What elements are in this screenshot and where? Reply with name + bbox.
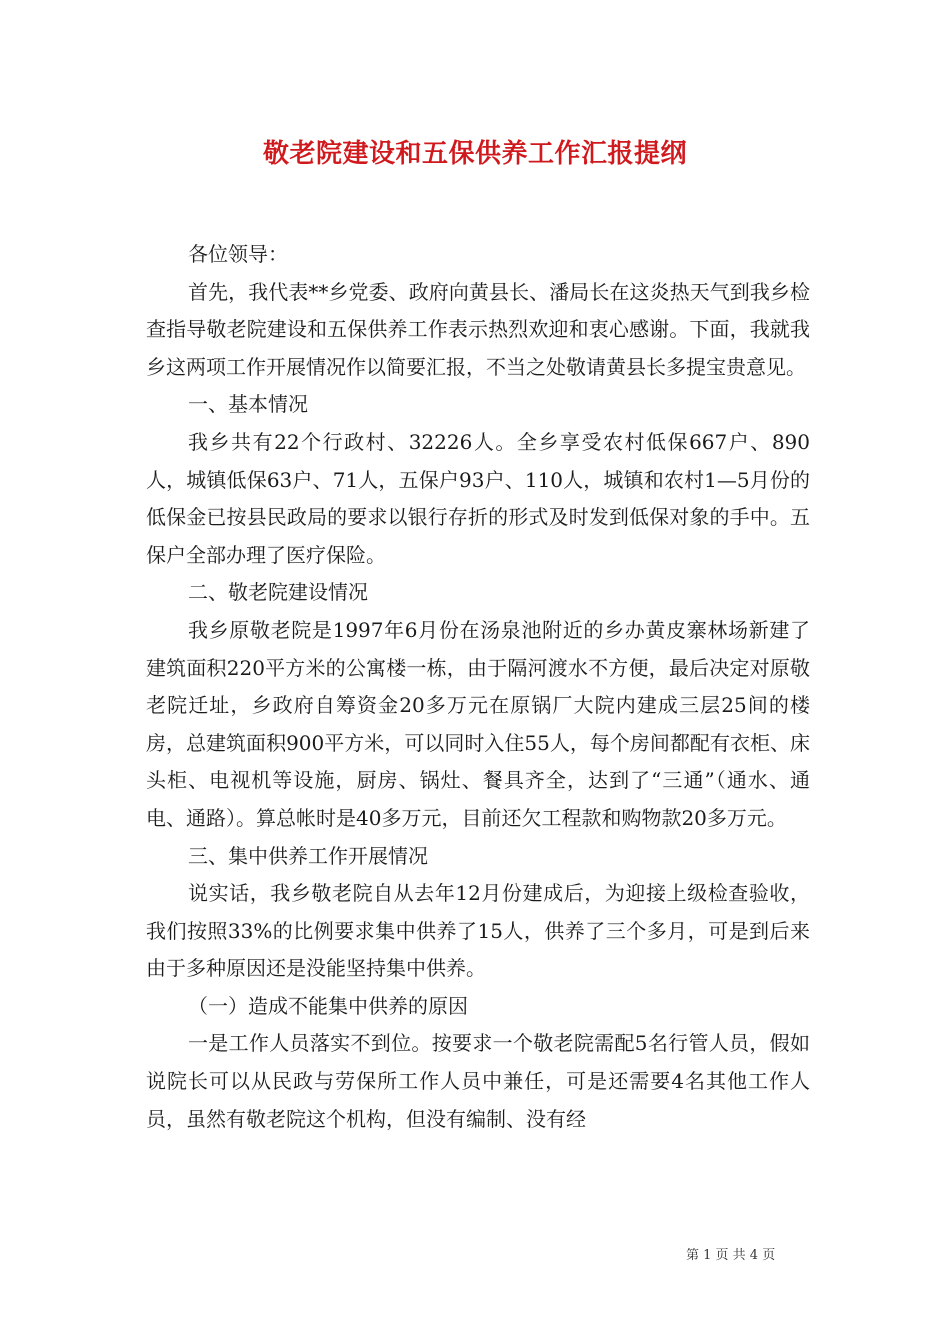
subsection-heading-reasons: （一）造成不能集中供养的原因 bbox=[188, 993, 468, 1018]
section-heading-construction: 二、敬老院建设情况 bbox=[188, 580, 368, 605]
section-heading-centralized-support: 三、集中供养工作开展情况 bbox=[188, 843, 428, 868]
intro-paragraph: 首先，我代表**乡党委、政府向黄县长、潘局长在这炎热天气到我乡检查指导敬老院建设和五保供养工作表示热烈欢迎和衷心感谢。下面，我就我乡这两项工作开展情况作以简要汇报，不当之处敬请黄县长多提宝贵意见。 bbox=[146, 279, 810, 379]
salutation: 各位领导： bbox=[188, 242, 288, 266]
basic-info-paragraph: 我乡共有22个行政村、32226人。全乡享受农村低保667户、890人，城镇低保63户、71人，五保户93户、110人，城镇和农村1—5月份的低保金已按县民政局的要求以银行存折的形式及时发到低保对象的手中。五保户全部办理了医疗保险。 bbox=[146, 429, 810, 567]
page-number: 第 1 页 共 4 页 bbox=[686, 1248, 776, 1263]
centralized-support-paragraph: 说实话，我乡敬老院自从去年12月份建成后，为迎接上级检查验收，我们按照33%的比例要求集中供养了15人，供养了三个多月，可是到后来由于多种原因还是没能坚持集中供养。 bbox=[146, 881, 810, 981]
document-body bbox=[146, 236, 810, 1138]
section-heading-basic-info: 一、基本情况 bbox=[188, 392, 308, 417]
reasons-paragraph: 一是工作人员落实不到位。按要求一个敬老院需配5名行管人员，假如说院长可以从民政与劳保所工作人员中兼任，可是还需要4名其他工作人员，虽然有敬老院这个机构，但没有编制、没有经 bbox=[146, 1031, 810, 1131]
construction-paragraph: 我乡原敬老院是1997年6月份在汤泉池附近的乡办黄皮寨林场新建了建筑面积220平方米的公寓楼一栋，由于隔河渡水不方便，最后决定对原敬老院迁址，乡政府自筹资金20多万元在原锅厂大院内建成三层25间的楼房，总建筑面积900平方米，可以同时入住55人，每个房间都配有衣柜、床头柜、电视机等设施，厨房、锅灶、餐具齐全，达到了“三通”（通水、通电、通路）。算总帐时是40多万元，目前还欠工程款和购物款20多万元。 bbox=[146, 617, 810, 830]
page-title: 敬老院建设和五保供养工作汇报提纲 bbox=[262, 139, 687, 169]
